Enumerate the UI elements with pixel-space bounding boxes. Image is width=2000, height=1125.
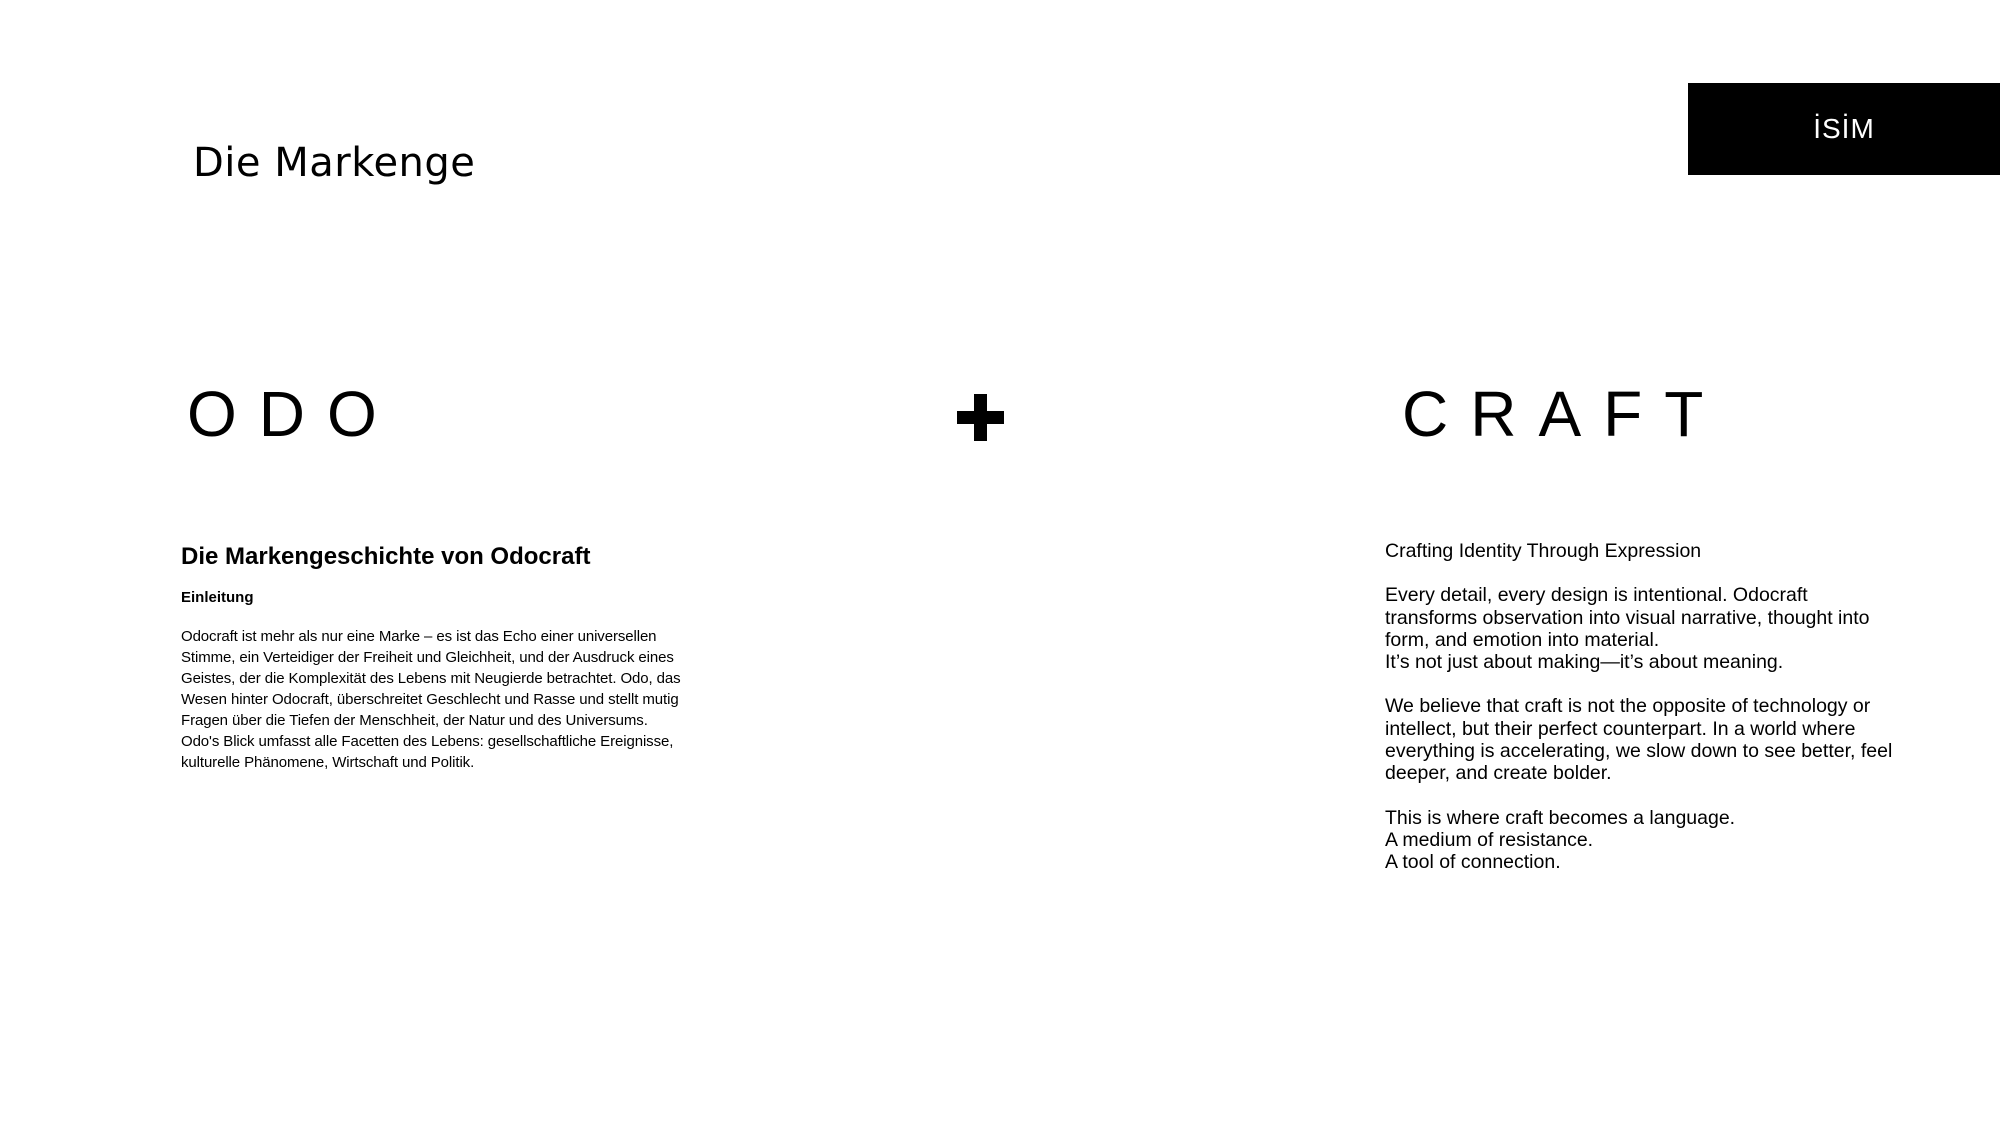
body-line: Wesen hinter Odocraft, überschreitet Geschlecht und Rasse und stellt mutig: [181, 691, 679, 708]
paragraph-line: intellect, but their perfect counterpart. In a world where: [1385, 717, 1856, 740]
paragraph-line: everything is accelerating, we slow down to see better, feel: [1385, 740, 1893, 763]
tagline-line: Crafting Identity Through Expression: [1385, 540, 1702, 562]
manifesto-paragraph-3: [1385, 807, 1905, 874]
body-line: Geistes, der die Komplexität des Lebens mit Neugierde betrachtet. Odo, das: [181, 670, 681, 687]
paragraph-line: We believe that craft is not the opposite of technology or: [1385, 695, 1871, 718]
paragraph-line: A medium of resistance.: [1385, 828, 1594, 851]
body-line: Odocraft ist mehr als nur eine Marke – es ist das Echo einer universellen: [181, 628, 657, 645]
paragraph-line: This is where craft becomes a language.: [1385, 806, 1736, 829]
paragraph-line: form, and emotion into material.: [1385, 628, 1660, 651]
body-line: Fragen über die Tiefen der Menschheit, der Natur und des Universums.: [181, 712, 648, 729]
brand-story-body: [181, 626, 721, 773]
name-badge: [1688, 83, 2000, 175]
body-line: kulturelle Phänomene, Wirtschaft und Politik.: [181, 754, 475, 771]
plus-icon: [957, 394, 1004, 441]
paragraph-line: A tool of connection.: [1385, 851, 1561, 874]
manifesto-paragraph-2: [1385, 695, 1905, 784]
name-badge-label: İSİM: [1813, 113, 1875, 144]
page-title: Die Markenge: [193, 140, 476, 186]
paragraph-line: deeper, and create bolder.: [1385, 762, 1612, 785]
brand-story-german: [181, 543, 721, 773]
paragraph-line: It’s not just about making—it’s about meaning.: [1385, 651, 1784, 674]
paragraph-line: Every detail, every design is intentional. Odocraft: [1385, 584, 1808, 607]
paragraph-line: transforms observation into visual narrative, thought into: [1385, 606, 1870, 629]
brand-word-odo: ODO: [187, 378, 399, 450]
brand-manifesto-english: [1385, 540, 1905, 896]
manifesto-paragraph-1: [1385, 584, 1905, 673]
body-line: Stimme, ein Verteidiger der Freiheit und Gleichheit, und der Ausdruck eines: [181, 649, 674, 666]
body-line: Odo's Blick umfasst alle Facetten des Lebens: gesellschaftliche Ereignisse,: [181, 733, 674, 750]
brand-word-craft: CRAFT: [1402, 378, 1726, 450]
brand-story-heading: Die Markengeschichte von Odocraft: [181, 543, 591, 570]
brand-story-subheading: Einleitung: [181, 589, 254, 606]
manifesto-tagline: [1385, 540, 1905, 562]
